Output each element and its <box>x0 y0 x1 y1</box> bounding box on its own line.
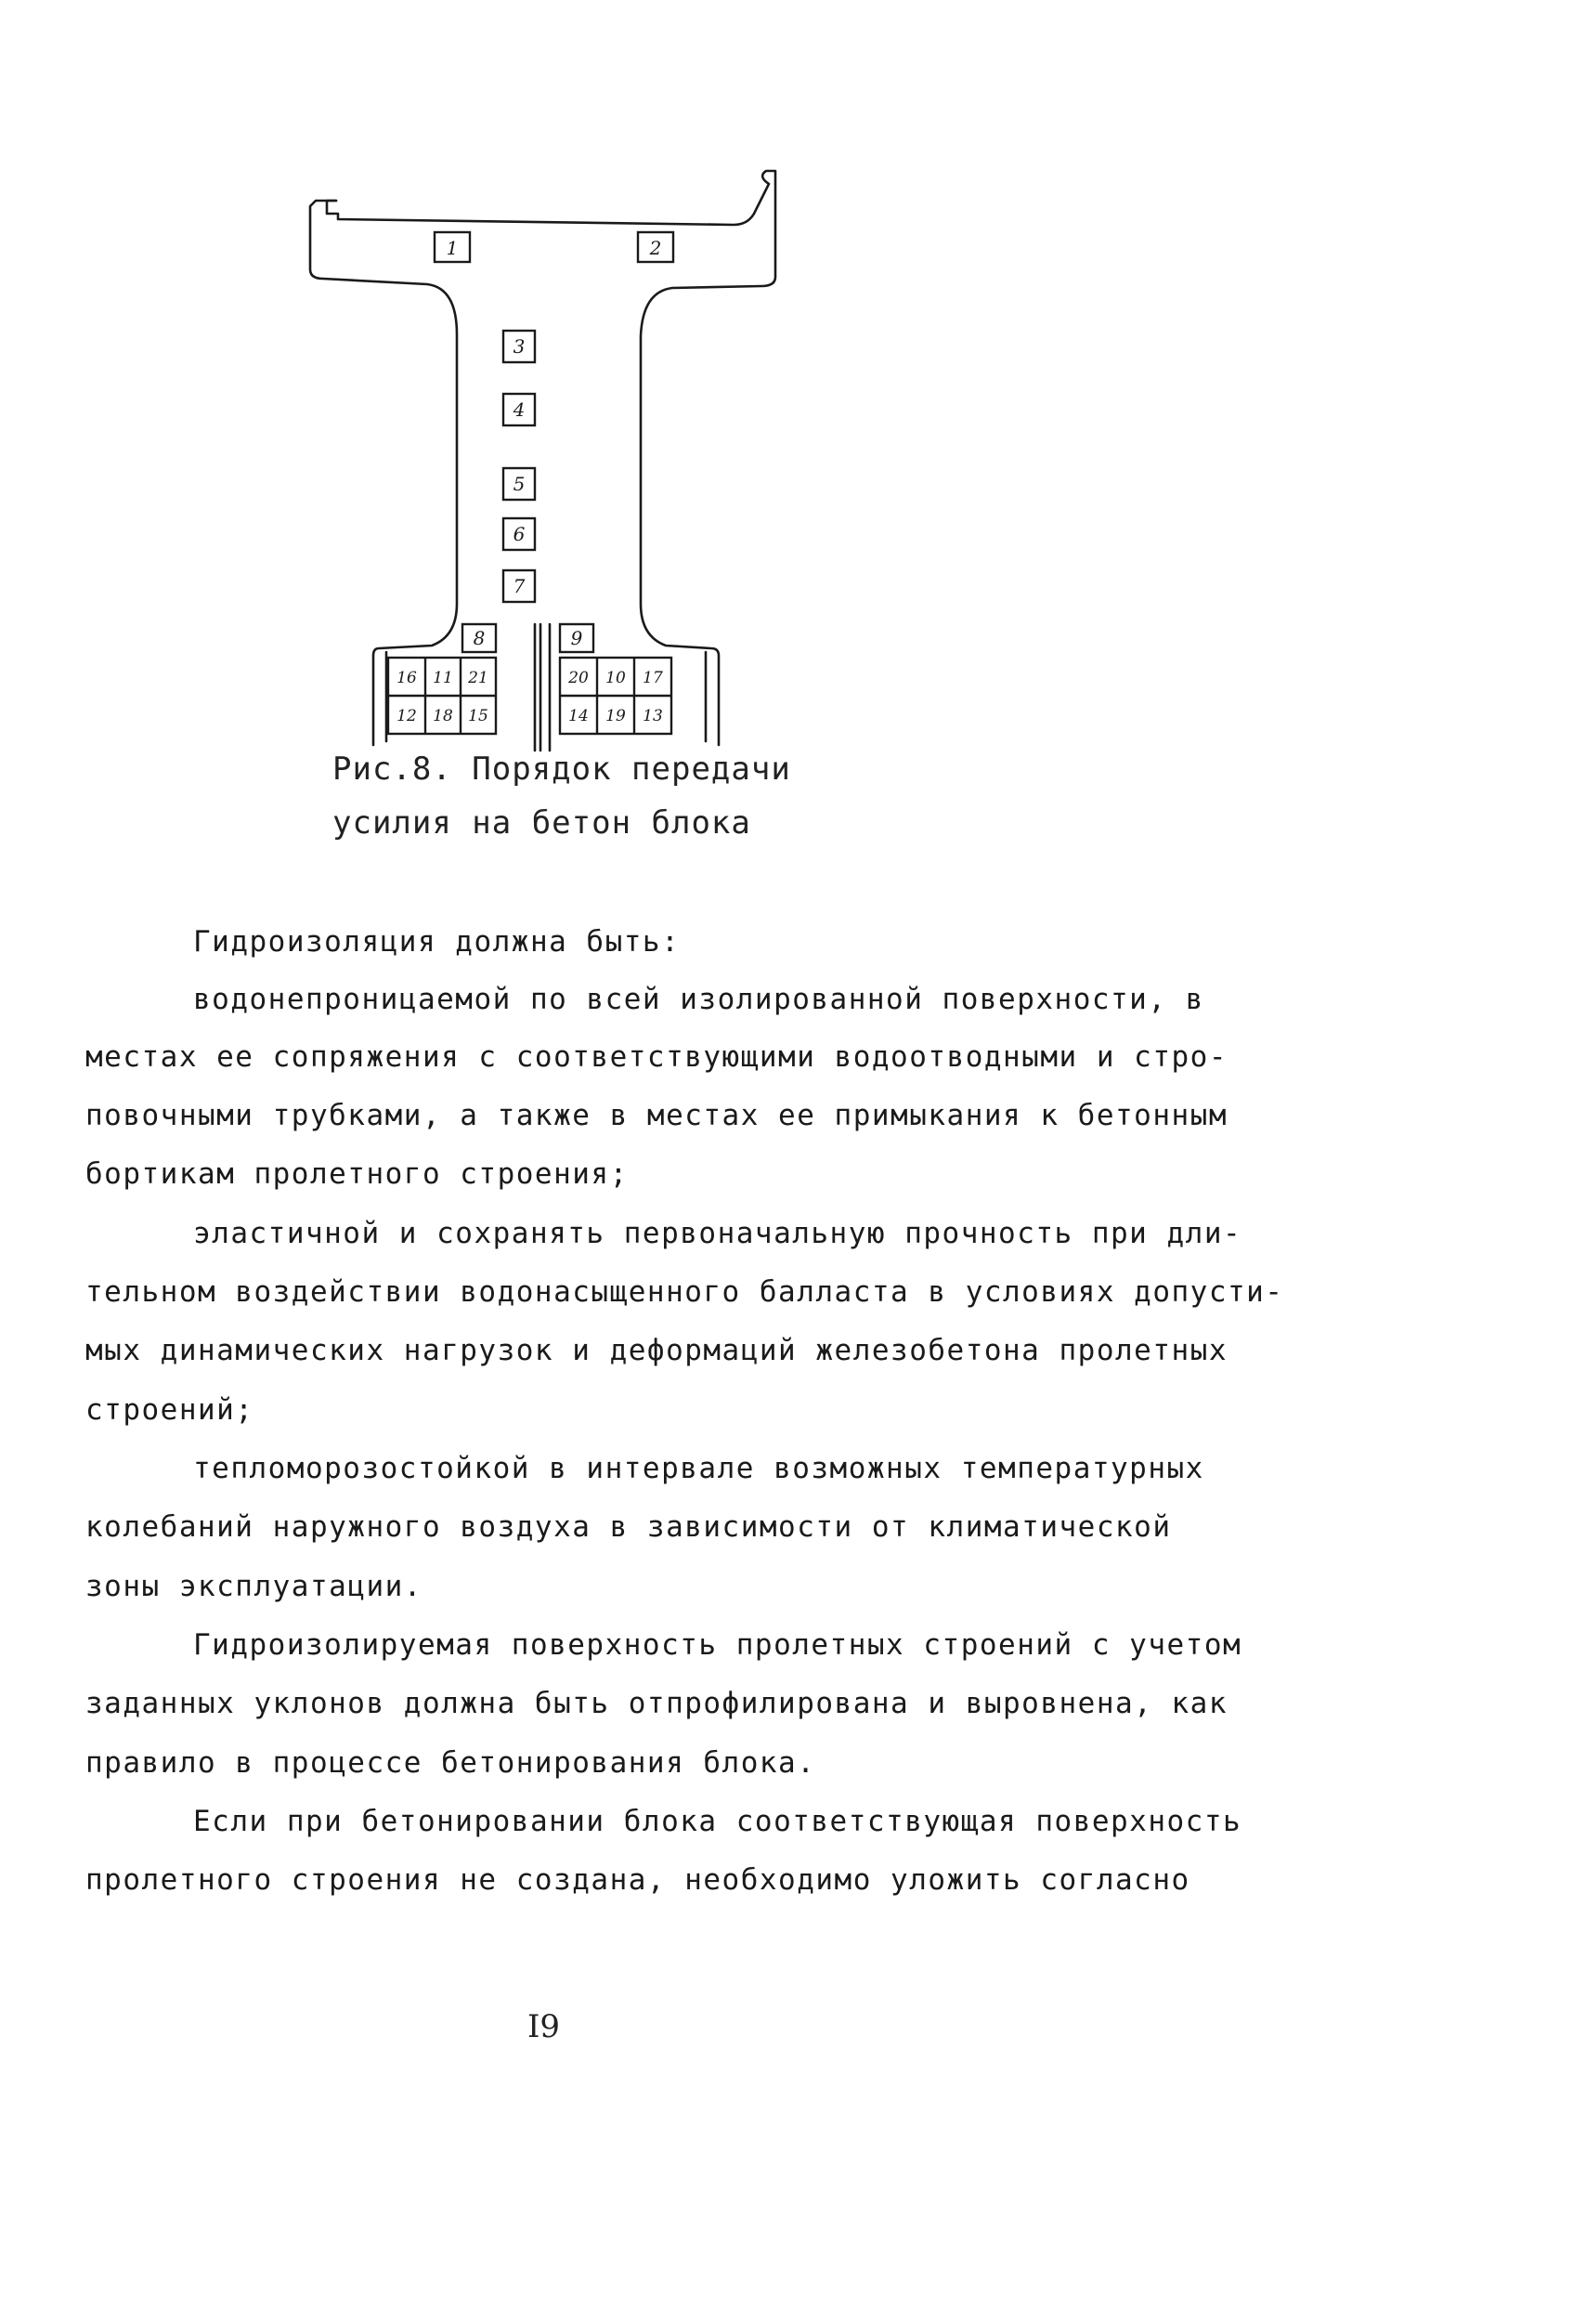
paragraph-3-line-2: колебаний наружного воздуха в зависимости от климатической <box>85 1510 1172 1544</box>
paragraph-intro: Гидроизоляция должна быть: <box>193 925 681 959</box>
grid-labels <box>396 669 663 725</box>
block-label-20: 20 <box>568 669 589 687</box>
block-label-11: 11 <box>433 669 453 687</box>
paragraph-1-line-4: бортикам пролетного строения; <box>85 1157 629 1191</box>
block-label-16: 16 <box>396 669 417 687</box>
block-label-5: 5 <box>513 473 526 495</box>
paragraph-4-line-2: заданных уклонов должна быть отпрофилирована и выровнена, как <box>85 1687 1228 1720</box>
block-label-6: 6 <box>513 523 526 545</box>
page-number: I9 <box>527 2008 561 2045</box>
block-label-1: 1 <box>446 237 459 259</box>
paragraph-2-line-2: тельном воздействии водонасыщенного балласта в условиях допусти- <box>85 1275 1284 1309</box>
block-label-3: 3 <box>513 335 526 358</box>
block-label-12: 12 <box>396 707 417 725</box>
figure-caption-line-2: усилия на бетон блока <box>332 804 751 842</box>
paragraph-2-line-1: эластичной и сохранять первоначальную прочность при дли- <box>193 1217 1242 1250</box>
block-label-2: 2 <box>649 237 662 259</box>
beam-cross-section-figure <box>297 167 799 752</box>
paragraph-2-line-3: мых динамических нагрузок и деформаций железобетона пролетных <box>85 1334 1228 1367</box>
block-label-10: 10 <box>605 669 626 687</box>
beam-outline <box>310 171 775 751</box>
paragraph-3-line-1: тепломорозостойкой в интервале возможных температурных <box>193 1452 1204 1485</box>
block-label-17: 17 <box>643 669 663 687</box>
paragraph-3-line-3: зоны эксплуатации. <box>85 1570 422 1603</box>
block-label-19: 19 <box>605 707 626 725</box>
block-label-7: 7 <box>513 575 526 597</box>
block-frames <box>388 232 673 734</box>
block-label-13: 13 <box>643 707 663 725</box>
block-label-8: 8 <box>473 627 486 649</box>
paragraph-1-line-2: местах ее сопряжения с соответствующими водоотводными и стро- <box>85 1040 1228 1074</box>
figure-caption-line-1: Рис.8. Порядок передачи <box>332 751 791 788</box>
paragraph-5-line-1: Если при бетонировании блока соответствующая поверхность <box>193 1805 1242 1838</box>
block-label-21: 21 <box>468 669 488 687</box>
paragraph-4-line-3: правило в процессе бетонирования блока. <box>85 1746 816 1780</box>
block-label-4: 4 <box>513 398 526 421</box>
block-label-18: 18 <box>433 707 453 725</box>
paragraph-1-line-1: водонепроницаемой по всей изолированной поверхности, в <box>193 983 1204 1016</box>
block-label-9: 9 <box>570 627 583 649</box>
paragraph-2-line-4: строений; <box>85 1393 254 1427</box>
block-label-14: 14 <box>568 707 589 725</box>
paragraph-5-line-2: пролетного строения не создана, необходимо уложить согласно <box>85 1863 1190 1897</box>
paragraph-4-line-1: Гидроизолируемая поверхность пролетных строений с учетом <box>193 1628 1242 1662</box>
paragraph-1-line-3: повочными трубками, а также в местах ее примыкания к бетонным <box>85 1099 1228 1132</box>
block-labels <box>447 237 662 649</box>
block-label-15: 15 <box>468 707 488 725</box>
beam-cross-section-drawing <box>297 167 799 752</box>
